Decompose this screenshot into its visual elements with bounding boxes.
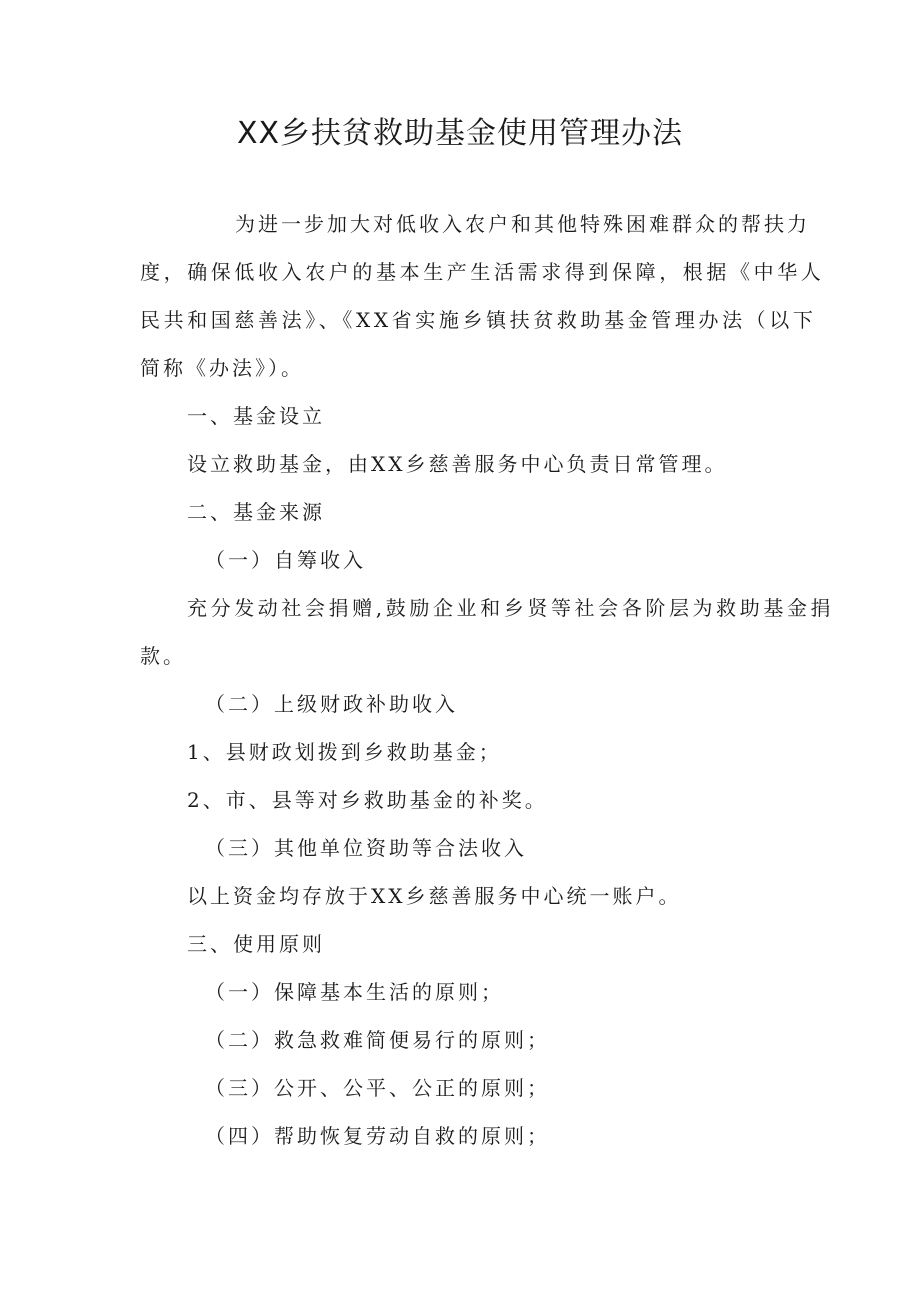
section-3-item-4: （四）帮助恢复劳动自救的原则； bbox=[205, 1124, 550, 1148]
section-1-heading: 一、基金设立 bbox=[187, 404, 325, 428]
section-2-sub-2: （二）上级财政补助收入 bbox=[205, 692, 458, 716]
section-2-sub-2-item-2: 2、市、县等对乡救助基金的补奖。 bbox=[187, 788, 548, 812]
section-2-sub-1-text-line-2: 款。 bbox=[140, 644, 186, 668]
section-2-note: 以上资金均存放于XX乡慈善服务中心统一账户。 bbox=[187, 884, 682, 908]
section-3-item-1: （一）保障基本生活的原则； bbox=[205, 980, 504, 1004]
section-3-heading: 三、使用原则 bbox=[187, 932, 325, 956]
intro-line-1: 为进一步加大对低收入农户和其他特殊困难群众的帮扶力 bbox=[235, 212, 810, 236]
section-3-item-2: （二）救急救难简便易行的原则； bbox=[205, 1028, 550, 1052]
intro-line-4: 简称《办法》）。 bbox=[140, 356, 304, 380]
section-2-heading: 二、基金来源 bbox=[187, 500, 325, 524]
intro-line-2: 度，确保低收入农户的基本生产生活需求得到保障，根据《中华人 bbox=[140, 260, 825, 284]
document-title: XX乡扶贫救助基金使用管理办法 bbox=[236, 116, 684, 151]
section-2-sub-1-text-line-1: 充分发动社会捐赠,鼓励企业和乡贤等社会各阶层为救助基金捐 bbox=[187, 596, 835, 620]
section-2-sub-2-item-1: 1、县财政划拨到乡救助基金； bbox=[187, 740, 502, 764]
section-3-item-3: （三）公开、公平、公正的原则； bbox=[205, 1076, 550, 1100]
section-1-text: 设立救助基金，由XX乡慈善服务中心负责日常管理。 bbox=[187, 452, 728, 476]
section-2-sub-1: （一）自筹收入 bbox=[205, 548, 366, 572]
intro-line-3: 民共和国慈善法》、《XX省实施乡镇扶贫救助基金管理办法（以下 bbox=[140, 308, 817, 332]
section-2-sub-3: （三）其他单位资助等合法收入 bbox=[205, 836, 527, 860]
